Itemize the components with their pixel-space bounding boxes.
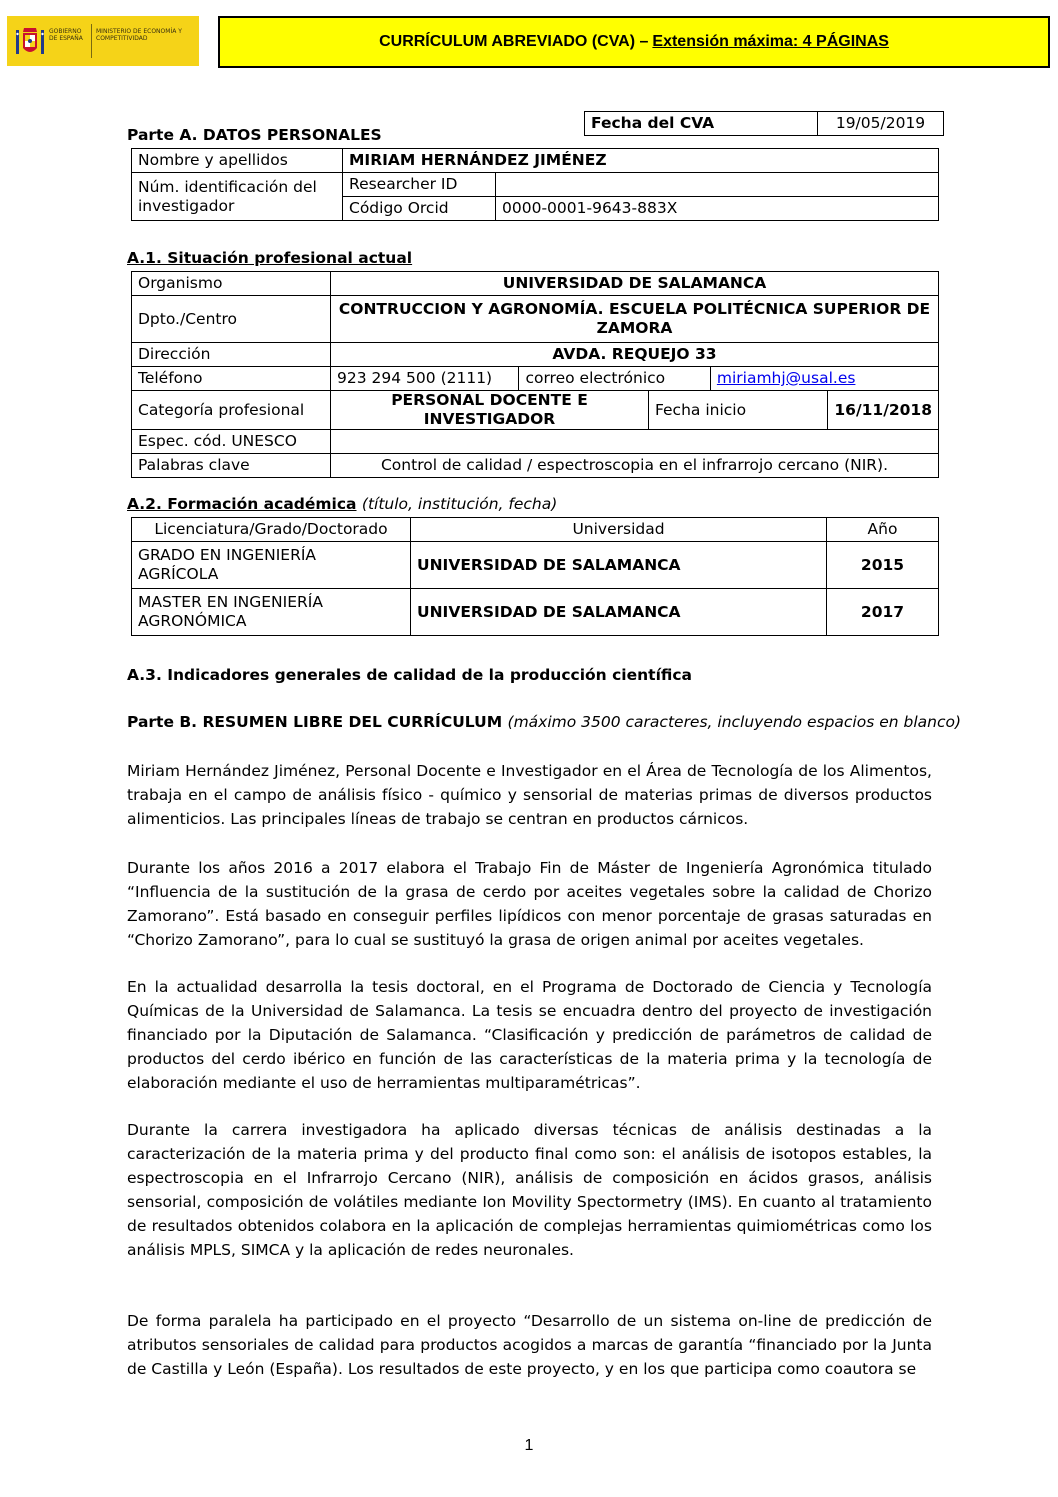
degree-line2: AGRONÓMICA [138,612,247,630]
unesco-label: Espec. cód. UNESCO [132,430,331,454]
year-cell: 2015 [827,542,939,589]
name-label: Nombre y apellidos [132,149,343,173]
orcid-label: Código Orcid [343,197,496,221]
degree-line1: GRADO EN INGENIERÍA [138,546,317,564]
telefono-label: Teléfono [132,367,331,391]
table-row [132,589,939,636]
personal-data-table [131,148,939,221]
professional-situation-table [131,271,939,478]
fecha-inicio-label: Fecha inicio [648,391,827,430]
dpto-value-line1: CONTRUCCION Y AGRONOMÍA. ESCUELA POLITÉCNICA SUPERIOR DE [338,300,931,318]
logo-text-gobierno: GOBIERNO DE ESPAÑA [49,28,83,42]
logo-text-ministerio: MINISTERIO DE ECONOMÍA Y COMPETITIVIDAD [96,28,182,42]
id-label-text: Núm. identificación del investigador [138,177,317,215]
a1-heading [127,249,412,267]
logo-divider [91,24,92,58]
col-degree-header: Licenciatura/Grado/Doctorado [132,518,411,542]
part-b-heading-note: (máximo 3500 caracteres, incluyendo espacios en blanco) [507,713,962,731]
banner-extent: Extensión máxima: 4 PÁGINAS [652,33,889,50]
part-b-heading-text: Parte B. RESUMEN LIBRE DEL CURRÍCULUM [127,713,503,731]
orcid-value: 0000-0001-9643-883X [496,197,939,221]
academic-training-table [131,517,939,636]
name-value: MIRIAM HERNÁNDEZ JIMÉNEZ [343,149,939,173]
email-label: correo electrónico [519,367,710,391]
part-a-heading: Parte A. DATOS PERSONALES [127,126,382,144]
a2-heading [127,495,557,513]
col-year-header: Año [827,518,939,542]
direccion-label: Dirección [132,343,331,367]
coat-of-arms-icon [15,24,45,60]
banner-title: CURRÍCULUM ABREVIADO (CVA) – [379,33,649,50]
fecha-inicio-value: 16/11/2018 [828,391,939,430]
a2-heading-text: A.2. Formación académica [127,495,357,513]
page-number: 1 [524,1437,534,1454]
university-cell: UNIVERSIDAD DE SALAMANCA [411,542,827,589]
cva-banner [218,16,1050,68]
cva-date-table [584,111,944,136]
dpto-value [331,296,939,343]
a2-heading-note: (título, institución, fecha) [361,495,558,513]
researcher-id-label: Researcher ID [343,173,496,197]
government-logo [7,16,199,66]
researcher-id-value [496,173,939,197]
dpto-value-line2: ZAMORA [596,319,673,337]
summary-paragraph-3: En la actualidad desarrolla la tesis doctoral, en el Programa de Doctorado de Ciencia y Tecnología Químicas de la Universidad de Salamanca. La tesis se encuadra dentro del proyecto de investigación financiado por la Diputación de Salamanca. “Clasificación y predicción de parámetros de calidad de productos del cerdo ibérico en función de las características de la materia prima y la tecnología de elaboración mediante el uso de herramientas multiparamétricas”. [127,978,932,1092]
university-cell: UNIVERSIDAD DE SALAMANCA [411,589,827,636]
id-label [132,173,343,221]
direccion-value: AVDA. REQUEJO 33 [331,343,939,367]
dpto-label: Dpto./Centro [132,296,331,343]
part-b-heading [127,713,961,731]
categoria-label: Categoría profesional [132,391,331,430]
unesco-value [331,430,939,454]
email-cell [710,367,938,391]
summary-paragraph-2: Durante los años 2016 a 2017 elabora el Trabajo Fin de Máster de Ingeniería Agronómica titulado “Influencia de la sustitución de la grasa de cerdo por aceites vegetales sobre la calidad de Chorizo Zamorano”. Está basado en conseguir perfiles lipídicos con menor porcentaje de grasas saturadas en “Chorizo Zamorano”, para lo cual se sustituyó la grasa de origen animal por aceites vegetales. [127,859,932,949]
palabras-value: Control de calidad / espectroscopia en el infrarrojo cercano (NIR). [331,454,939,478]
a3-heading: A.3. Indicadores generales de calidad de la producción científica [127,666,693,684]
cva-date-value: 19/05/2019 [818,112,944,136]
a1-heading-text: A.1. Situación profesional actual [127,249,413,267]
degree-line1: MASTER EN INGENIERÍA [138,593,323,611]
email-link[interactable]: miriamhj@usal.es [716,369,856,387]
summary-paragraph-4: Durante la carrera investigadora ha aplicado diversas técnicas de análisis destinadas a la caracterización de la materia prima y del producto final como son: el análisis de isotopos estables, la espectroscopia en el Infrarrojo Cercano (NIR), análisis de composición en ácidos grasos, análisis sensorial, composición de volátiles mediante Ion Movility Spectormetry (IMS). En cuanto al tratamiento de resultados obtenidos colabora en la aplicación de complejas herramientas quimiométricas como los análisis MPLS, SIMCA y la aplicación de redes neuronales. [127,1121,932,1259]
categoria-value: PERSONAL DOCENTE E INVESTIGADOR [331,391,649,430]
palabras-label: Palabras clave [132,454,331,478]
organismo-label: Organismo [132,272,331,296]
degree-line2: AGRÍCOLA [138,565,219,583]
degree-cell [132,542,411,589]
cva-date-label: Fecha del CVA [585,112,818,136]
degree-cell [132,589,411,636]
telefono-value: 923 294 500 (2111) [331,367,519,391]
summary-paragraph-5: De forma paralela ha participado en el proyecto “Desarrollo de un sistema on-line de predicción de atributos sensoriales de calidad para productos acogidos a marcas de garantía “financiado por la Junta de Castilla y León (España). Los resultados de este proyecto, y en los que participa como coautora se [127,1312,932,1378]
table-row [132,542,939,589]
col-university-header: Universidad [411,518,827,542]
summary-paragraph-1: Miriam Hernández Jiménez, Personal Docente e Investigador en el Área de Tecnología de los Alimentos, trabaja en el campo de análisis físico - químico y sensorial de materias primas de diversos productos alimenticios. Las principales líneas de trabajo se centran en productos cárnicos. [127,762,932,828]
organismo-value: UNIVERSIDAD DE SALAMANCA [331,272,939,296]
year-cell: 2017 [827,589,939,636]
